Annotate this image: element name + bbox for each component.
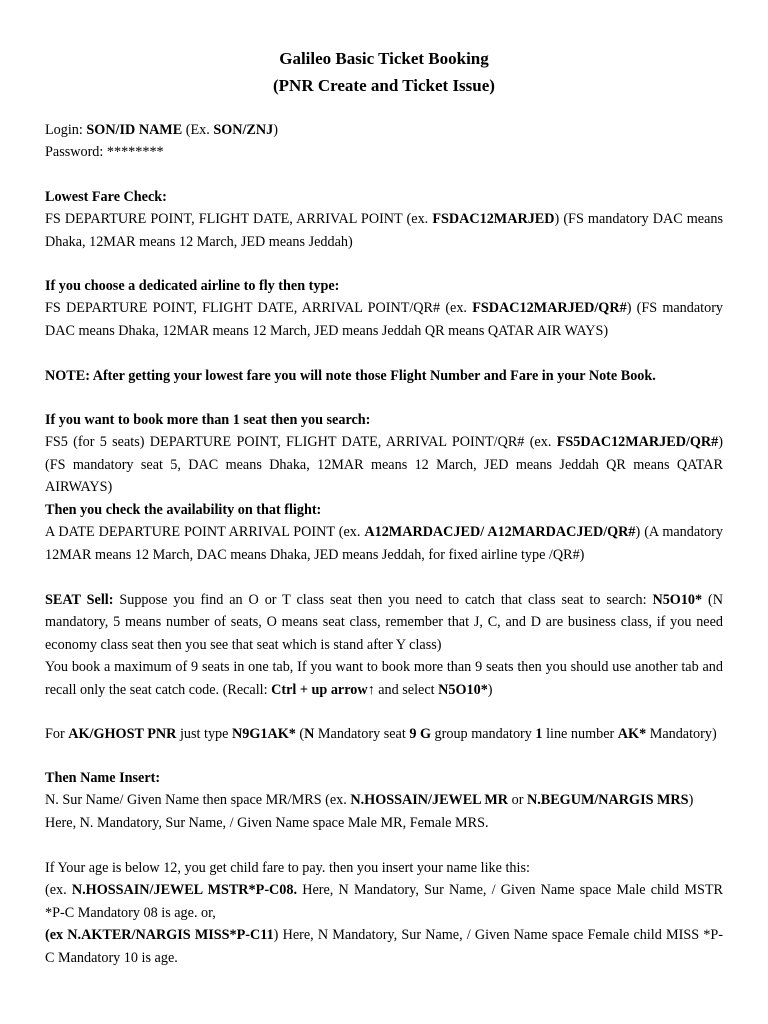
lowest-fare-heading: Lowest Fare Check: [45,189,167,205]
name-insert-text2: Here, N. Mandatory, Sur Name, / Given Name space Male MR, Female MRS. [45,814,489,831]
multi-seat-heading: If you want to book more than 1 seat then you search: [45,412,371,428]
child-ex1: N.HOSSAIN/JEWEL MSTR*P-C08. [71,882,298,899]
dedicated-heading: If you choose a dedicated airline to fly then type: [45,278,340,294]
child-ex1-line [45,879,723,924]
ghost-9g: 9 G [409,726,431,742]
multi-seat-text2: ) (FS mandatory seat 5, DAC means Dhaka, 12MAR means 12 March, JED means Jeddah QR means QATAR AIRWAYS) [45,434,723,496]
lowest-fare-text2: ) (FS mandatory DAC means Dhaka, 12MAR means 12 March, JED means Jeddah) [45,211,724,250]
dedicated-body [45,297,723,342]
availability-heading: Then you check the availability on that flight: [45,502,322,518]
seat-sell-section [45,589,723,701]
name-insert-text1: N. Sur Name/ Given Name then space MR/MRS (ex. [45,792,351,809]
password-label: Password: [45,144,107,161]
seat-sell-text1: Suppose you find an O or T class seat then you need to catch that class seat to search: [113,592,653,608]
child-text1: If Your age is below 12, you get child fare to pay. then you insert your name like this: [45,860,530,876]
seat-sell-text5: ) [487,681,493,698]
child-text3: ) Here, N Mandatory, Sur Name, / Given Name space Female child MISS *P-C Mandatory 10 is age. [45,927,723,966]
multi-seat-code: FS5DAC12MARJED/QR# [556,434,719,451]
recall-keys: Ctrl + up arrow↑ [271,681,375,698]
child-ex2-line [45,924,723,969]
child-section [45,857,723,969]
child-ex2: (ex N.AKTER/NARGIS MISS*P-C11 [45,927,274,944]
lowest-fare-text1: FS DEPARTURE POINT, FLIGHT DATE, ARRIVAL POINT (ex. [45,211,433,228]
availability-text2: ) (A mandatory 12MAR means 12 March, DAC means Dhaka, JED means Jeddah, for fixed airline type /QR#) [45,524,723,563]
seat-sell-text2: (N mandatory, 5 means number of seats, O means seat class, remember that J, C, and D are business class, if you need economy class seat then you see that seat which is stand after Y class) [45,592,723,653]
child-text2: Here, N Mandatory, Sur Name, / Given Name space Male child MSTR *P-C Mandatory 08 is age. or, [45,882,723,921]
lowest-fare-body [45,208,723,253]
multi-seat-text1: FS5 (for 5 seats) DEPARTURE POINT, FLIGHT DATE, ARRIVAL POINT/QR# (ex. [45,434,557,451]
ghost-text1: For [45,726,69,742]
name-insert-ex2: N.BEGUM/NARGIS MRS [526,792,689,809]
seat-sell-label: SEAT Sell: [45,592,114,608]
note-section [45,365,723,387]
note-text: NOTE: After getting your lowest fare you will note those Flight Number and Fare in your Note Book. [45,368,656,384]
ghost-n: N [304,726,315,742]
availability-text1: A DATE DEPARTURE POINT ARRIVAL POINT (ex. [45,524,365,541]
ghost-label: AK/GHOST PNR [68,726,177,742]
ghost-ak: AK* [617,726,647,742]
ghost-text5: group mandatory [431,726,536,742]
seat-sell-body [45,589,723,656]
ghost-one: 1 [535,726,543,742]
password-value: ******** [106,144,164,161]
ghost-code: N9G1AK* [231,726,296,742]
password-line [45,141,723,163]
seat-sell-recall [45,656,723,701]
login-label: Login: [45,122,87,138]
seat-sell-text3: You book a maximum of 9 seats in one tab, If you want to book more than 9 seats then you should use another tab and recall only the seat catch code. (Recall: [45,659,723,698]
ghost-text4: Mandatory seat [314,726,410,742]
child-ex-open: (ex. [45,882,72,899]
ghost-text2: just type [176,726,232,742]
name-insert-or: or [508,792,527,809]
recall-code: N5O10* [438,681,488,698]
ghost-pnr-section [45,723,723,745]
dedicated-airline-section [45,275,723,342]
login-ex-prefix: (Ex. [182,122,214,138]
dedicated-code: FSDAC12MARJED/QR# [472,300,627,317]
availability-section [45,499,723,566]
login-section [45,119,723,164]
lowest-fare-section [45,186,723,253]
name-insert-close: ) [688,792,694,809]
login-ex-suffix: ) [273,122,278,138]
multi-seat-body [45,431,723,498]
seat-sell-text4: and select [374,681,439,698]
document-title [45,45,723,99]
title-line-1: Galileo Basic Ticket Booking [279,49,489,68]
login-value: SON/ID NAME [86,122,183,138]
seat-sell-code: N5O10* [652,592,703,608]
ghost-text7: Mandatory) [646,726,717,742]
ghost-text3: ( [295,726,305,742]
name-insert-section [45,767,723,834]
dedicated-text2: ) (FS mandatory DAC means Dhaka, 12MAR means 12 March, JED means Jeddah QR means QATAR AIR WAYS) [45,300,724,339]
availability-code: A12MARDACJED/ A12MARDACJED/QR# [364,524,636,541]
dedicated-text1: FS DEPARTURE POINT, FLIGHT DATE, ARRIVAL POINT/QR# (ex. [45,300,473,317]
login-line [45,119,723,141]
lowest-fare-code: FSDAC12MARJED [432,211,555,228]
availability-body [45,521,723,566]
name-insert-body [45,789,723,811]
ghost-text6: line number [542,726,618,742]
multi-seat-section [45,409,723,499]
name-insert-ex1: N.HOSSAIN/JEWEL MR [350,792,509,809]
name-insert-heading: Then Name Insert: [45,770,161,786]
title-line-2: (PNR Create and Ticket Issue) [273,76,495,95]
login-ex-value: SON/ZNJ [213,122,274,138]
